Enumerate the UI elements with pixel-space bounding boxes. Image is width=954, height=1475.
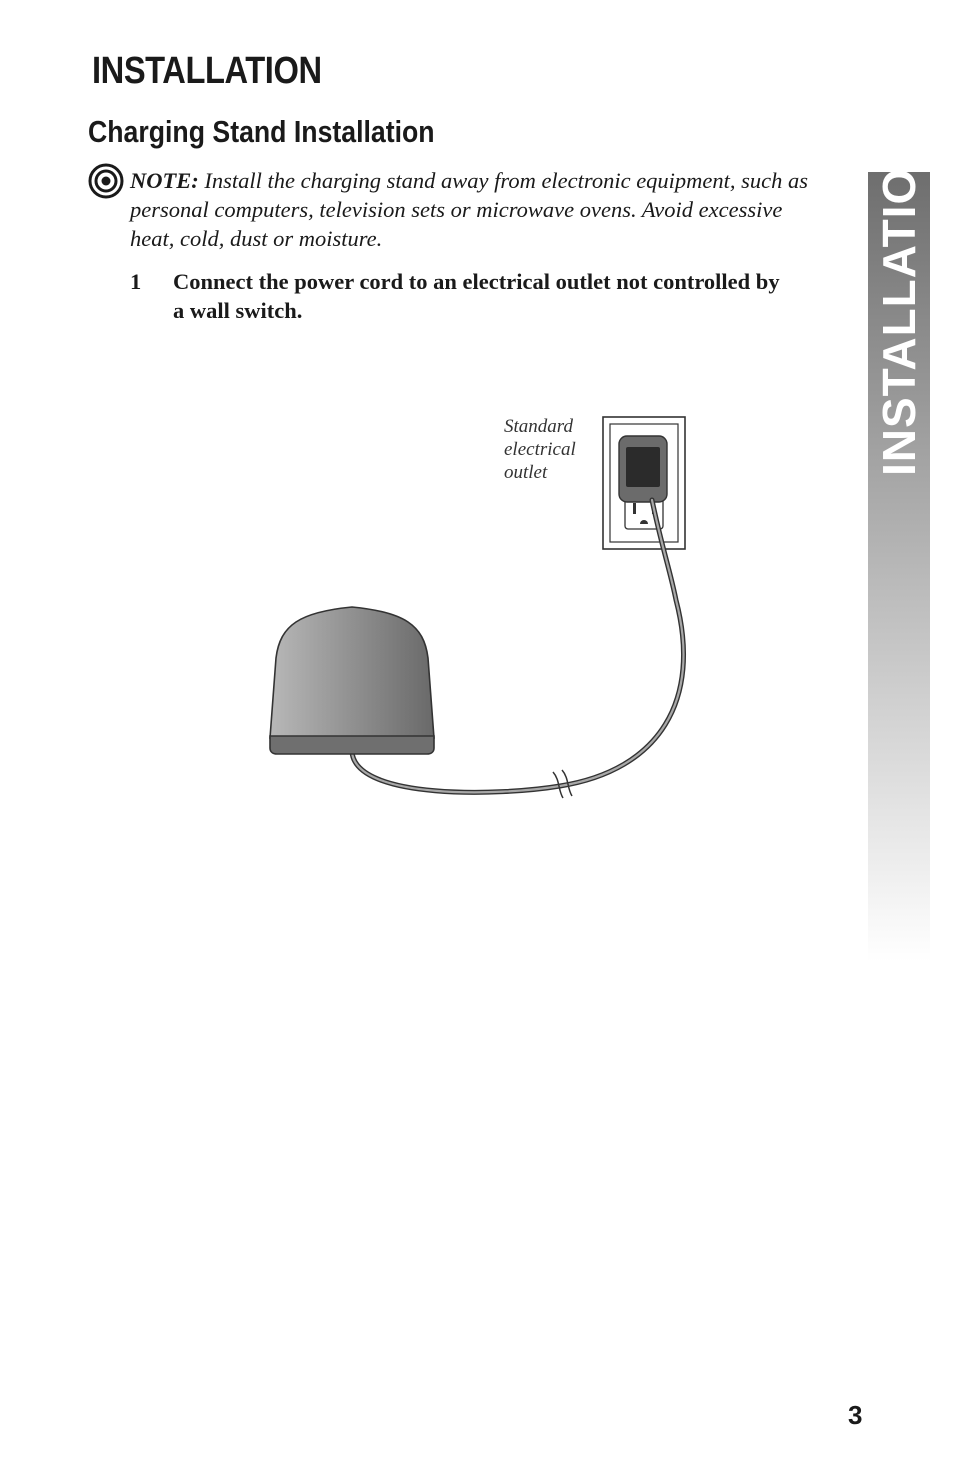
note-text: Install the charging stand away from electronic equipment, such as personal computers, television sets or microwave ovens. Avoid excessive heat, cold, dust or moisture. xyxy=(130,168,809,251)
outlet-label: Standard electrical outlet xyxy=(504,416,576,483)
side-tab xyxy=(868,133,930,962)
page-number: 3 xyxy=(848,1400,863,1430)
power-plug xyxy=(619,436,667,502)
section-title: Charging Stand Installation xyxy=(88,114,435,149)
charging-stand xyxy=(270,607,434,754)
side-tab-label: INSTALLATION xyxy=(873,133,925,476)
page-title: INSTALLATION xyxy=(92,50,322,92)
step-number: 1 xyxy=(130,269,142,294)
note-label: NOTE: xyxy=(130,168,199,193)
step-text: Connect the power cord to an electrical outlet not controlled by a wall switch. xyxy=(173,269,780,323)
